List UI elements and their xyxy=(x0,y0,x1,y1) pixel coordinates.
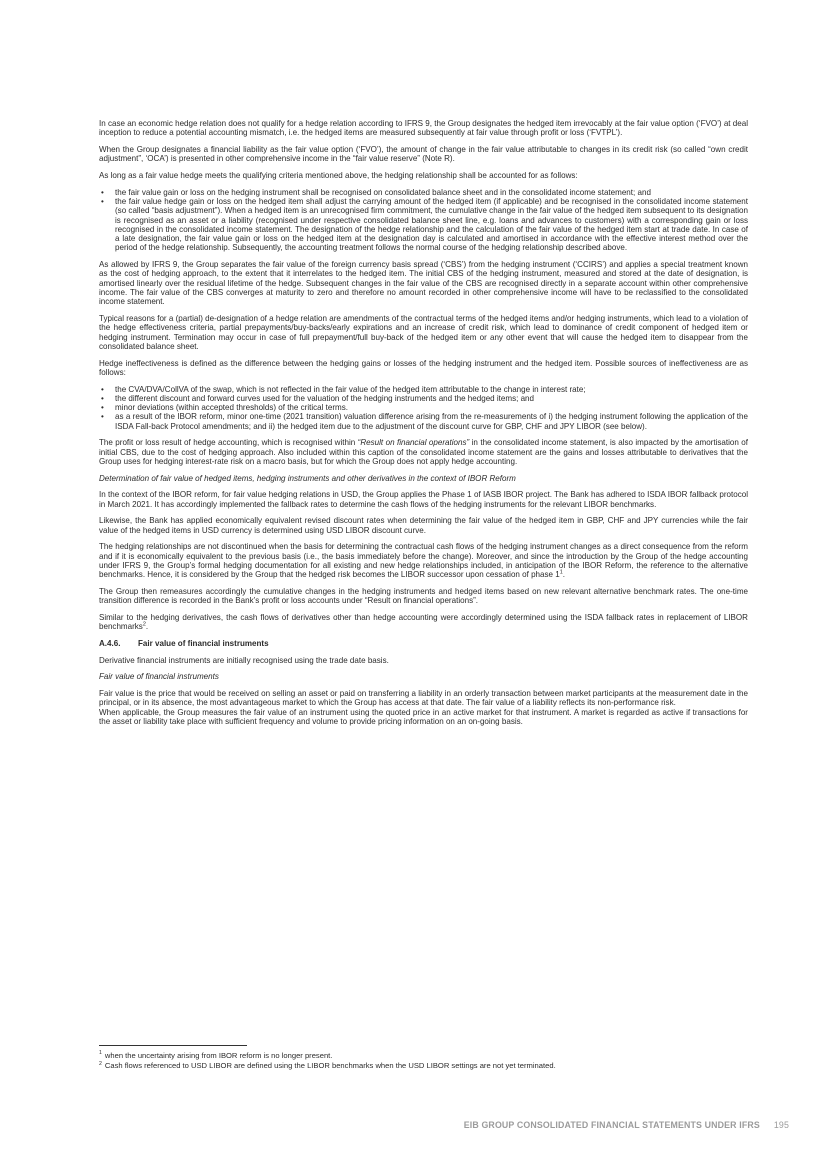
footnote-text: when the uncertainty arising from IBOR reform is no longer present. xyxy=(104,1051,333,1060)
list-item: • as a result of the IBOR reform, minor one-time (2021 transition) valuation difference arising from the re-measurements of i) the hedging instrument following the application of the ISDA Fall-back Protocol amendments; and ii) the hedged item due to the adjustment of the discount curve for GBP, CHF and JPY LIBOR (see below). xyxy=(99,412,748,431)
list-item: • the CVA/DVA/CollVA of the swap, which is not reflected in the fair value of the hedged item attributable to the change in interest rate; xyxy=(99,385,748,394)
text-run: The profit or loss result of hedge accounting, which is recognised within xyxy=(99,438,358,448)
text-run: The hedging relationships are not discontinued when the basis for determining the contractual cash flows of the hedging instrument changes as a direct consequence from the reform and if it is economically equivalent to the previous basis (i.e., the basis immediately before the change). Moreover, and since the introduction by the Group of the hedge accounting under IFRS 9, the Group’s formal hedging documentation for all existing and new hedge relationships included, in anticipation of the IBOR Reform, the reference to the alternative benchmarks. Hence, it is considered by the Group that the hedged risk becomes the LIBOR successor upon cessation of phase 1 xyxy=(99,542,748,580)
paragraph: The Group then remeasures accordingly the cumulative changes in the hedging instruments and hedged items based on new relevant alternative benchmark rates. The one-time transition difference is recorded in the Bank’s profit or loss accounts under “Result on financial operations”. xyxy=(99,586,748,606)
italic-text-run: “Result on financial operations” xyxy=(357,438,470,448)
page-footer xyxy=(464,1120,789,1130)
bullet-list-ineffectiveness xyxy=(99,385,748,431)
text-run: in the consolidated income statement, is also impacted by the amortisation of initial CBS, due to the cost of hedging approach. Also included within this caption of the consolidated income statement are the gains and losses attributable to derivatives that the Group uses for hedging interest-rate risk on a macro basis, but for which the Group does not apply hedge accounting. xyxy=(99,438,748,467)
paragraph: As long as a fair value hedge meets the qualifying criteria mentioned above, the hedging relationship shall be accounted for as follows: xyxy=(99,170,578,180)
footnote-ref-2[interactable]: 2 xyxy=(142,621,146,628)
list-item: • the different discount and forward curves used for the valuation of the hedging instruments and the hedged items; and xyxy=(99,394,748,403)
list-item: • the fair value hedge gain or loss on the hedged item shall adjust the carrying amount of the hedged item (if applicable) and be recognised in the consolidated income statement (so called “basis adjustment”). When a hedged item is an unrecognised firm commitment, the cumulative change in the fair value of the hedged item subsequent to its designation is recognised as an asset or a liability (recognised under respective consolidated balance sheet line, e.g. loans and advances to customers) with a corresponding gain or loss recognised in the consolidated income statement. The designation of the hedge relationship and the calculation of the fair value of the hedged item start at trade date. In case of a late designation, the fair value gain or loss on the hedged item at the designation day is calculated and amortised in accordance with the effective interest method over the period of the hedge relationship. Subsequently, the accounting treatment follows the normal course of the hedging relationship described above. xyxy=(99,197,748,253)
paragraph xyxy=(99,438,748,466)
page-body xyxy=(99,119,748,734)
paragraph: Hedge ineffectiveness is defined as the difference between the hedging gains or losses of the hedging instrument and the hedged item. Possible sources of ineffectiveness are as follows: xyxy=(99,358,748,377)
paragraph xyxy=(99,613,748,632)
bullet-list-hedge-accounting xyxy=(99,188,748,253)
paragraph: In case an economic hedge relation does not qualify for a hedge relation according to IFRS 9, the Group designates the hedged item irrevocably at the fair value option (‘FVO’) at deal inception to reduce a potential accounting mismatch, i.e. the hedged items are measured subsequently at fair value through profit or loss (‘FVTPL’). xyxy=(99,119,748,138)
page-number: 195 xyxy=(773,1120,789,1130)
paragraph xyxy=(99,542,748,579)
section-number: A.4.6. xyxy=(99,638,121,648)
footnote-1 xyxy=(99,1051,748,1061)
footnote-2 xyxy=(99,1061,748,1071)
footnote-divider xyxy=(99,1045,247,1046)
text-run: . xyxy=(145,622,149,632)
subheading-fair-value: Fair value of financial instruments xyxy=(99,672,219,682)
footnote-marker: 1 xyxy=(99,1050,102,1057)
section-heading xyxy=(99,639,748,648)
list-item: • minor deviations (within accepted thresholds) of the critical terms. xyxy=(99,403,748,412)
paragraph: Typical reasons for a (partial) de-designation of a hedge relation are amendments of the contractual terms of the hedged items and/or hedging instruments, which lead to a violation of the hedge effectiveness criteria, partial prepayments/buy-backs/early expirations and an increase of credit risk, which lead to dominance of credit component of hedged item or hedging instrument. Termination may occur in case of full prepayment/full buy-back of the hedged item or any other event that will cause the hedged item to disappear from the consolidated balance sheet. xyxy=(99,314,748,351)
footnote-text: Cash flows referenced to USD LIBOR are defined using the LIBOR benchmarks when the USD LIBOR settings are not yet terminated. xyxy=(104,1061,556,1071)
paragraph: Derivative financial instruments are initially recognised using the trade date basis. xyxy=(99,655,389,665)
paragraph: As allowed by IFRS 9, the Group separates the fair value of the foreign currency basis spread (‘CBS’) from the hedging instrument (‘CCIRS’) and applies a special treatment known as the cost of hedging approach, to the extent that it interrelates to the hedged item. The initial CBS of the hedging instrument, measured and stored at the date of designation, is amortised linearly over the residual lifetime of the hedge. Subsequent changes in the fair value of the CBS are recognised directly in a separate account within other comprehensive income. The fair value of the CBS converges at maturity to zero and therefore no amount recorded in other comprehensive income will have to be reclassified to the consolidated income statement. xyxy=(99,260,748,307)
subheading-ibor: Determination of fair value of hedged items, hedging instruments and other derivatives in the context of IBOR Reform xyxy=(99,473,516,483)
paragraph: When applicable, the Group measures the fair value of an instrument using the quoted price in an active market for that instrument. A market is regarded as active if transactions for the asset or liability take place with sufficient frequency and volume to provide pricing information on an on-going basis. xyxy=(99,707,748,726)
text-run: Similar to the hedging derivatives, the cash flows of derivatives other than hedge accounting were accordingly determined using the ISDA fallback rates in replacement of LIBOR benchmarks xyxy=(99,612,748,632)
paragraph: Likewise, the Bank has applied economically equivalent revised discount rates when determining the fair value of the hedged item in GBP, CHF and JPY currencies while the fair value of the hedged items in USD currency is determined using USD LIBOR discount curve. xyxy=(99,516,748,535)
footer-title: EIB GROUP CONSOLIDATED FINANCIAL STATEMENTS UNDER IFRS xyxy=(463,1120,760,1130)
list-item: • the fair value gain or loss on the hedging instrument shall be recognised on consolidated balance sheet and in the consolidated income statement; and xyxy=(99,188,748,197)
footnote-ref-1[interactable]: 1 xyxy=(559,569,563,576)
paragraph: When the Group designates a financial liability as the fair value option (‘FVO’), the amount of change in the fair value attributable to changes in its credit risk (so called “own credit adjustment”, ‘OCA’) is presented in other comprehensive income in the “fair value reserve” (Note R). xyxy=(99,144,748,164)
paragraph: In the context of the IBOR reform, for fair value hedging relations in USD, the Group applies the Phase 1 of IASB IBOR project. The Bank has adhered to ISDA IBOR fallback protocol in March 2021. It has accordingly implemented the fallback rates to determine the cash flows of the hedging instruments for the relevant LIBOR benchmarks. xyxy=(99,490,748,509)
footnotes xyxy=(99,1051,748,1071)
text-run: . xyxy=(562,570,566,580)
paragraph: Fair value is the price that would be received on selling an asset or paid on transferring a liability in an orderly transaction between market participants at the measurement date in the principal, or in its absence, the most advantageous market to which the Group has access at that date. The fair value of a liability reflects its non-performance risk. xyxy=(99,688,748,708)
footnote-marker: 2 xyxy=(99,1060,102,1067)
section-title: Fair value of financial instruments xyxy=(138,638,269,648)
